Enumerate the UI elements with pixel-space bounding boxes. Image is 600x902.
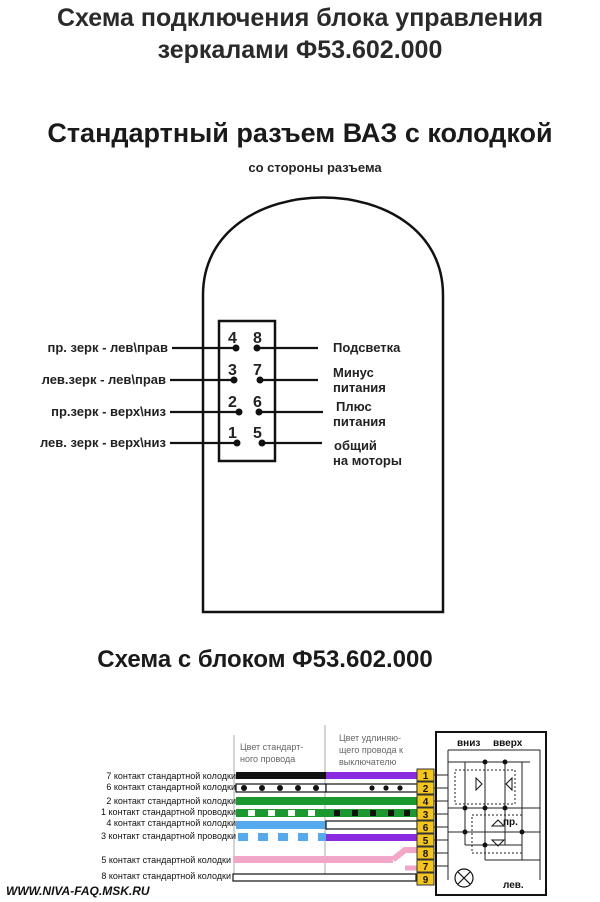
terminal-6: 6: [422, 823, 429, 834]
pin-label-5-line2: на моторы: [333, 453, 402, 468]
row-label-9: 8 контакт стандартной колодки: [101, 871, 231, 881]
switch-unit: [434, 732, 546, 895]
indicator-lamp-icon: [455, 869, 473, 887]
pin-label-4: пр. зерк - лев\прав: [47, 340, 168, 355]
pin-label-6-line1: Плюс: [336, 399, 372, 414]
pin-label-1: лев. зерк - верх\низ: [39, 435, 166, 450]
ext-wire-purple-1: [326, 772, 417, 779]
row-label-5: 4 контакт стандартной колодки: [106, 818, 236, 828]
col-extension-line1: Цвет удлиняю-: [339, 733, 401, 743]
pin-number-5: 5: [253, 425, 262, 442]
wire-light-blue: [236, 821, 326, 829]
pin-label-7-line1: Минус: [333, 365, 374, 380]
pin-number-8: 8: [253, 330, 262, 347]
terminal-2: 2: [422, 784, 429, 795]
switch-label-right: пр.: [503, 817, 518, 828]
main-title-line2: зеркалами Ф53.602.000: [157, 36, 443, 64]
terminal-3: 3: [422, 810, 429, 821]
extension-wires: [326, 772, 417, 868]
pin-number-7: 7: [253, 362, 262, 379]
pin-label-7-line2: питания: [333, 380, 386, 395]
switch-label-down: вниз: [457, 738, 481, 749]
pin-number-2: 2: [228, 394, 237, 411]
pink-bend: [393, 850, 417, 860]
ext-wire-purple-2: [326, 834, 417, 841]
pin-label-8: Подсветка: [333, 340, 401, 355]
switch-label-up: вверх: [493, 738, 523, 749]
site-watermark: WWW.NIVA-FAQ.MSK.RU: [6, 884, 150, 898]
switch-unit-outline: [436, 732, 546, 895]
ext-wire-green: [326, 797, 417, 805]
terminal-7: 7: [422, 862, 429, 873]
pin-number-4: 4: [228, 330, 237, 347]
wire-white: [233, 874, 416, 881]
switch-label-left: лев.: [503, 880, 524, 891]
row-label-4: 1 контакт стандартной проводки: [101, 807, 236, 817]
scheme-heading: Схема с блоком Ф53.602.000: [97, 646, 433, 673]
terminal-1: 1: [422, 771, 429, 782]
pin-label-6-line2: питания: [333, 414, 386, 429]
col-extension-line2: щего провода к: [339, 745, 403, 755]
row-label-2: 6 контакт стандартной колодки: [106, 782, 236, 792]
wire-green: [236, 797, 326, 805]
pin-label-5-line1: общий: [334, 438, 377, 453]
connector-heading: Стандартный разъем ВАЗ с колодкой: [47, 118, 553, 148]
pin-label-2: пр.зерк - верх\низ: [51, 404, 166, 419]
main-title-line1: Схема подключения блока управления: [56, 4, 544, 32]
wire-pink: [233, 856, 393, 863]
wire-black: [236, 772, 326, 779]
pin-number-6: 6: [253, 394, 262, 411]
terminal-9: 9: [422, 875, 429, 886]
col-standard-line2: ного провода: [240, 754, 296, 764]
col-standard-line1: Цвет стандарт-: [240, 742, 304, 752]
pin-number-3: 3: [228, 362, 237, 379]
terminal-strip: [417, 769, 434, 886]
terminal-4: 4: [422, 797, 429, 808]
row-label-6: 3 контакт стандартной проводки: [101, 831, 236, 841]
row-label-8: 5 контакт стандартной колодки: [101, 855, 231, 865]
row-label-3: 2 контакт стандартной колодки: [106, 796, 236, 806]
ext-wire-white: [326, 821, 417, 829]
terminal-5: 5: [422, 836, 429, 847]
terminal-8: 8: [422, 849, 429, 860]
connector-subheading: со стороны разъема: [248, 160, 382, 175]
pin-number-1: 1: [228, 425, 237, 442]
pin-label-3: лев.зерк - лев\прав: [41, 372, 166, 387]
col-extension-line3: выключателю: [339, 757, 397, 767]
row-label-1: 7 контакт стандартной колодки: [106, 771, 236, 781]
